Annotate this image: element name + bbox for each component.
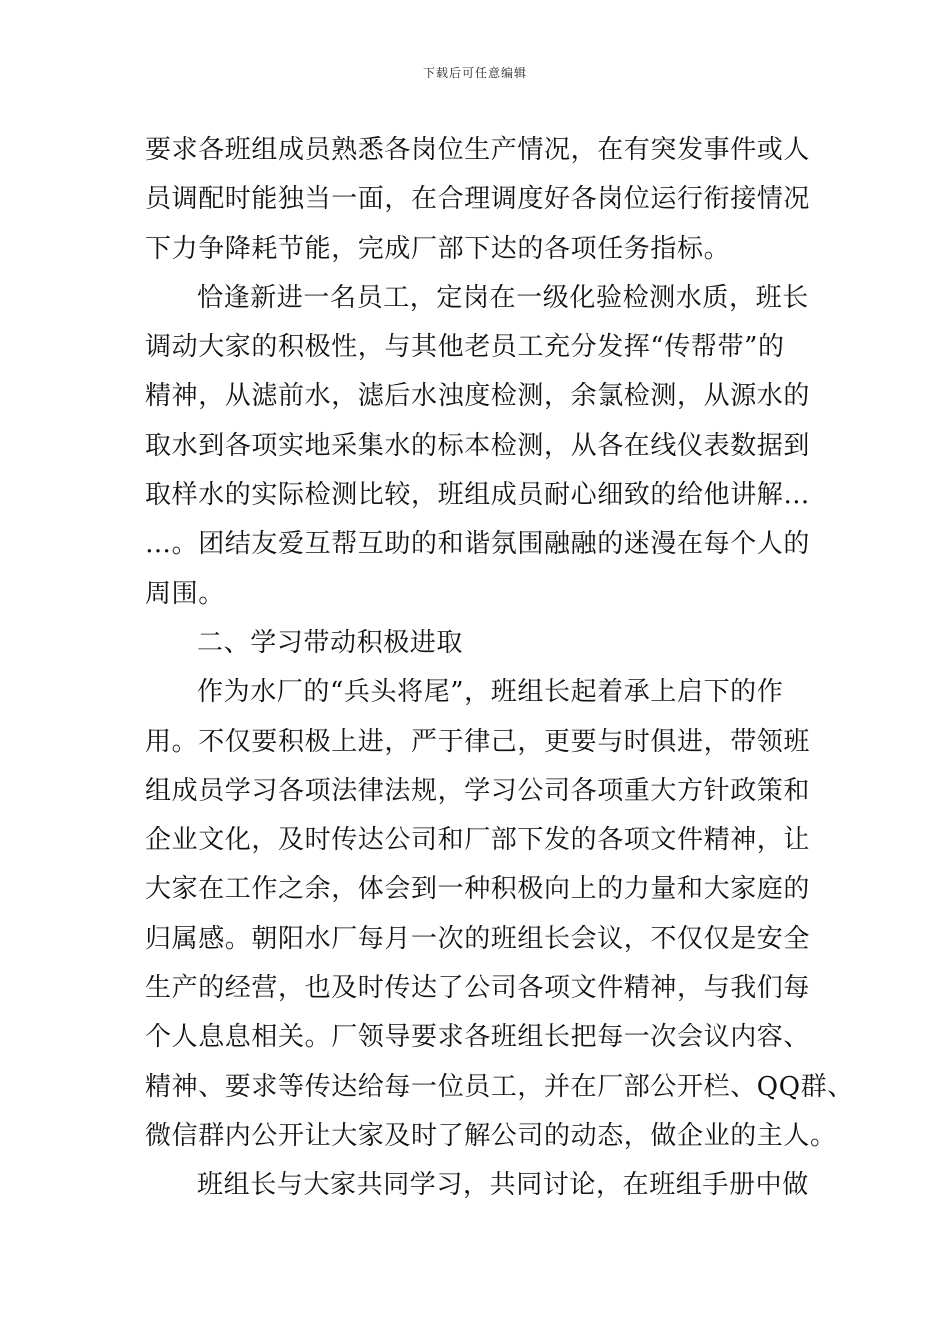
text-line: 取水到各项实地采集水的标本检测，从各在线仪表数据到 [145,430,811,461]
text-line: 精神，从滤前水，滤后水浊度检测，余氯检测，从源水的 [145,381,811,412]
text-line: 用。不仅要积极上进，严于律己，更要与时俱进，带领班 [145,726,811,757]
text-line: 调动大家的积极性，与其他老员工充分发挥“传帮带”的 [145,332,785,363]
text-line: 归属感。朝阳水厂每月一次的班组长会议，不仅仅是安全 [145,923,811,954]
text-line: 微信群内公开让大家及时了解公司的动态，做企业的主人。 [145,1120,837,1151]
paragraph-start-line: 恰逢新进一名员工，定岗在一级化验检测水质，班长 [197,282,809,313]
text-line: …。团结友爱互帮互助的和谐氛围融融的迷漫在每个人的 [145,529,811,560]
text-line: 要求各班组成员熟悉各岗位生产情况，在有突发事件或人 [145,135,811,165]
text-line: 生产的经营，也及时传达了公司各项文件精神，与我们每 [145,973,811,1004]
text-line: 大家在工作之余，体会到一种积极向上的力量和大家庭的 [145,874,811,905]
text-line: 下力争降耗节能，完成厂部下达的各项任务指标。 [145,233,731,264]
paragraph-start-line: 班组长与大家共同学习，共同讨论，在班组手册中做 [197,1170,809,1201]
header-note: 下载后可任意编辑 [422,66,527,80]
text-line: 组成员学习各项法律法规，学习公司各项重大方针政策和 [145,775,811,806]
document-body [145,126,854,1211]
text-line: 个人息息相关。厂领导要求各班组长把每一次会议内容、 [145,1022,811,1053]
section-heading: 二、学习带动积极进取 [197,627,464,658]
paragraph-start-line: 作为水厂的“兵头将尾”，班组长起着承上启下的作 [197,677,784,708]
text-line: 取样水的实际检测比较，班组成员耐心细致的给他讲解… [145,480,811,511]
text-line: 企业文化，及时传达公司和厂部下发的各项文件精神，让 [145,825,811,856]
text-line: 员调配时能独当一面，在合理调度好各岗位运行衔接情况 [145,184,811,215]
text-line: 周围。 [145,578,225,609]
text-line: 精神、要求等传达给每一位员工，并在厂部公开栏、QQ群、 [145,1071,854,1102]
